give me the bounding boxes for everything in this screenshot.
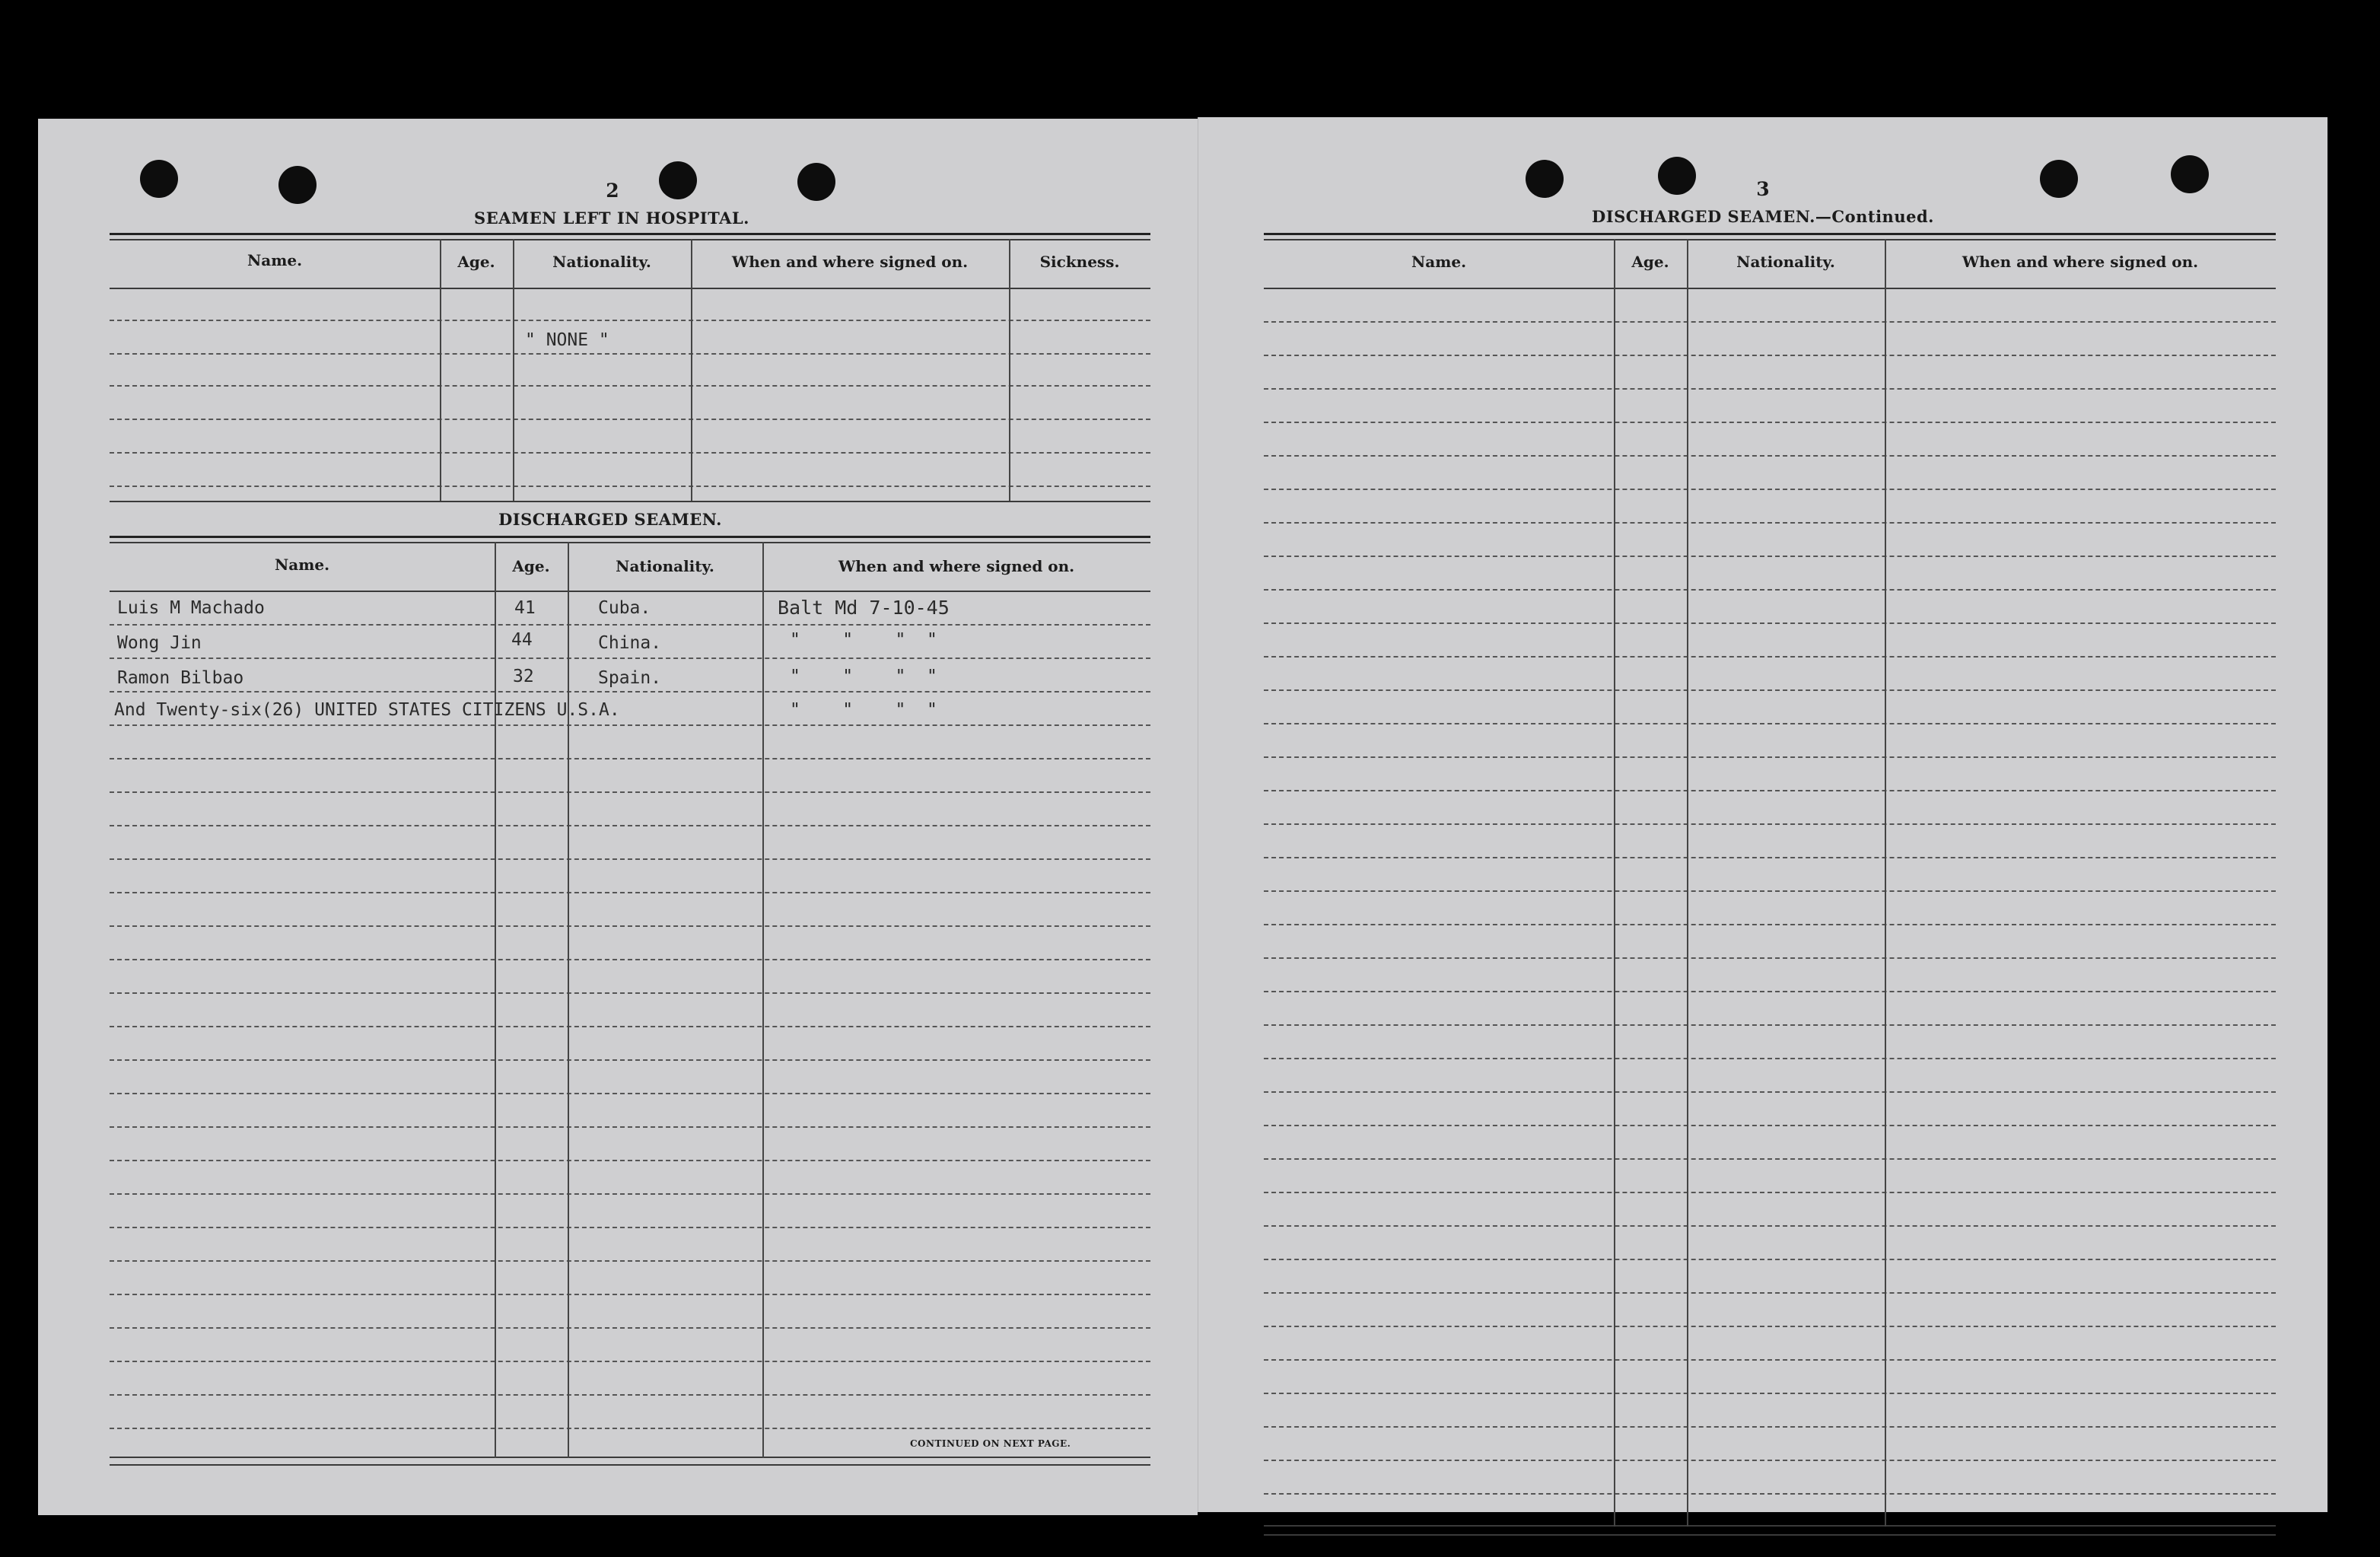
seaman-signed-on: Balt Md 7-10-45 xyxy=(778,597,950,619)
discharged-section-title: DISCHARGED SEAMEN. xyxy=(498,510,722,529)
column-header-name: Name. xyxy=(247,251,303,269)
column-header-age: Age. xyxy=(1631,253,1669,271)
column-header-nationality: Nationality. xyxy=(552,253,651,271)
discharged-continued-table xyxy=(1264,233,2276,1557)
us-citizens-note: And Twenty-six(26) UNITED STATES CITIZENS U.S.A. xyxy=(114,700,620,720)
punch-hole xyxy=(1658,157,1696,195)
punch-hole xyxy=(1526,160,1564,198)
right-page xyxy=(1198,117,2328,1512)
discharged-continued-title: DISCHARGED SEAMEN.—Continued. xyxy=(1592,207,1934,226)
punch-hole xyxy=(797,163,835,201)
hospital-section-title: SEAMEN LEFT IN HOSPITAL. xyxy=(474,209,749,228)
column-header-signed-on: When and where signed on. xyxy=(838,557,1075,575)
column-header-nationality: Nationality. xyxy=(616,557,714,575)
column-header-nationality: Nationality. xyxy=(1736,253,1835,271)
us-citizens-signed-on: " " " " xyxy=(790,700,937,720)
punch-hole xyxy=(2171,155,2209,193)
seaman-nationality: Cuba. xyxy=(598,598,651,618)
seaman-nationality: Spain. xyxy=(598,668,662,688)
column-header-age: Age. xyxy=(512,557,550,575)
punch-hole xyxy=(278,166,317,204)
column-header-sickness: Sickness. xyxy=(1039,253,1120,271)
seaman-name: Luis M Machado xyxy=(117,598,265,618)
seaman-name: Ramon Bilbao xyxy=(117,668,244,688)
seaman-age: 32 xyxy=(513,667,534,686)
page-number: 3 xyxy=(1756,178,1770,200)
column-header-name: Name. xyxy=(1411,253,1467,271)
seaman-nationality: China. xyxy=(598,633,662,653)
seaman-age: 41 xyxy=(514,598,536,618)
punch-hole xyxy=(140,160,178,198)
seaman-signed-on: " " " " xyxy=(790,667,937,686)
hospital-none-entry: " NONE " xyxy=(525,330,609,350)
discharged-table xyxy=(110,536,1150,1479)
left-page xyxy=(38,119,1198,1515)
column-header-name: Name. xyxy=(274,556,330,574)
column-header-age: Age. xyxy=(457,253,495,271)
column-header-signed-on: When and where signed on. xyxy=(731,253,969,271)
punch-hole xyxy=(659,161,697,199)
continued-footer: CONTINUED ON NEXT PAGE. xyxy=(910,1438,1071,1449)
punch-hole xyxy=(2040,160,2078,198)
seaman-name: Wong Jin xyxy=(117,633,202,653)
seaman-signed-on: " " " " xyxy=(790,630,937,650)
column-header-signed-on: When and where signed on. xyxy=(1962,253,2199,271)
page-number: 2 xyxy=(606,180,619,202)
seaman-age: 44 xyxy=(511,630,533,650)
